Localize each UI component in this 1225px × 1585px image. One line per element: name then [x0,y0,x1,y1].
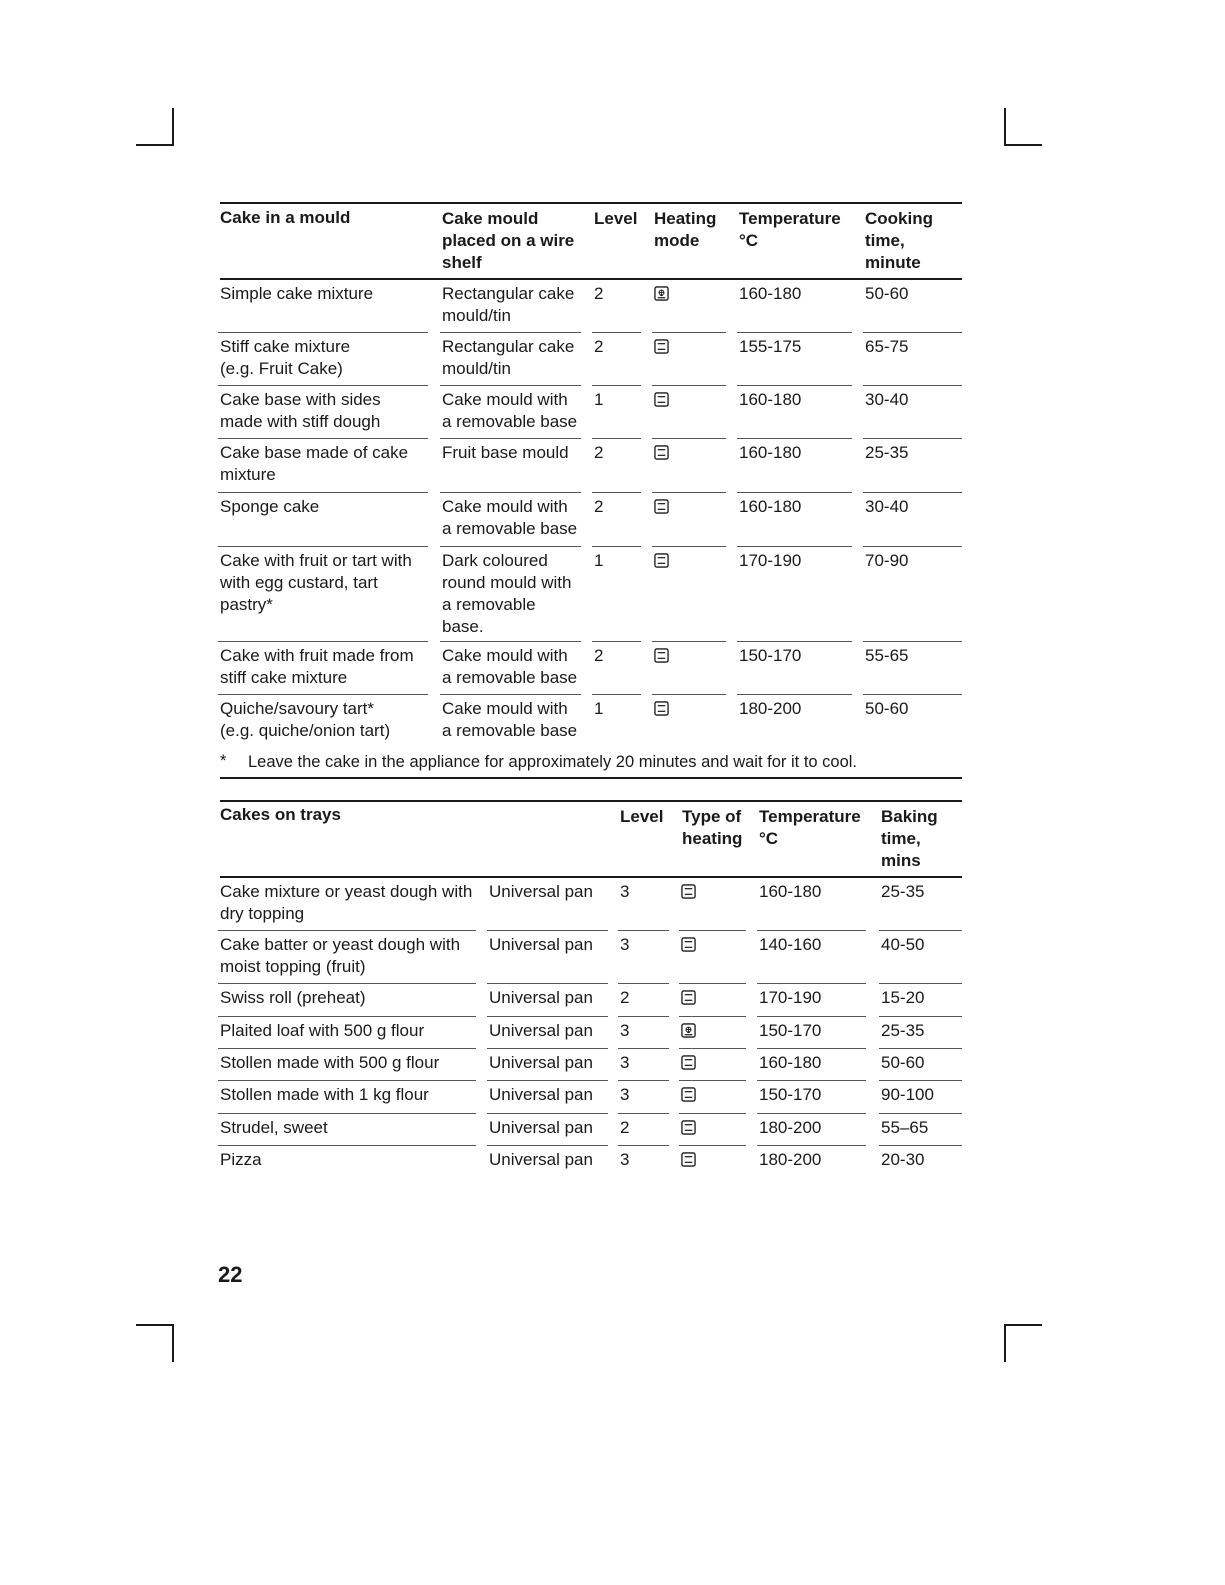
crop-mark-top-left-h [136,144,174,146]
top-bottom-heating-icon [681,1152,696,1167]
column-header: Heating mode [654,209,717,250]
cell-pan: Universal pan [489,882,593,901]
cell-item: Cake with fruit or tart with with egg custard, tart pastry* [220,551,412,614]
table-bottom-rule [220,777,962,779]
cell-pan: Universal pan [489,988,593,1007]
cell-temp: 150-170 [759,1085,822,1104]
cell-temp: 150-170 [739,646,802,665]
cell-item: Plaited loaf with 500 g flour [220,1021,425,1040]
cell-item: Stollen made with 1 kg flour [220,1085,429,1104]
top-bottom-heating-icon [654,553,669,568]
cell-pan: Universal pan [489,1118,593,1137]
table-row [220,878,962,931]
cell-level: 2 [594,337,604,356]
crop-mark-top-right-v [1004,108,1006,146]
cell-item: Stollen made with 500 g flour [220,1053,440,1072]
cell-level: 1 [594,551,604,570]
page-number: 22 [218,1262,243,1287]
column-header: Cakes on trays [220,805,341,824]
column-header: Temperature °C [739,209,841,250]
cell-mould: Cake mould with a removable base [442,390,578,431]
cell-time: 55–65 [881,1118,929,1137]
cell-pan: Universal pan [489,1021,593,1040]
table-row [220,1049,962,1081]
cell-mould: Cake mould with a removable base [442,646,578,687]
cell-mould: Cake mould with a removable base [442,497,578,538]
cell-level: 3 [620,935,630,954]
table-row [220,439,962,493]
cell-temp: 180-200 [759,1118,822,1137]
cell-temp: 160-180 [759,882,822,901]
table-top-rule [220,202,962,204]
cell-level: 2 [594,646,604,665]
table-row [220,386,962,439]
cell-time: 15-20 [881,988,925,1007]
footnote-text: Leave the cake in the appliance for approximately 20 minutes and wait for it to cool. [248,753,858,771]
cell-level: 3 [620,882,630,901]
table-row [220,1114,962,1146]
table-row [220,642,962,695]
top-bottom-heating-icon [654,339,669,354]
cell-item: Swiss roll (preheat) [220,988,366,1007]
cell-time: 50-60 [865,699,909,718]
cell-level: 2 [594,443,604,462]
top-bottom-heating-icon [681,937,696,952]
cell-time: 40-50 [881,935,925,954]
cell-level: 2 [594,284,604,303]
top-bottom-heating-icon [654,445,669,460]
column-header: Level [620,807,664,826]
cell-level: 2 [594,497,604,516]
cell-temp: 170-190 [759,988,822,1007]
top-bottom-heating-icon [681,1087,696,1102]
cell-temp: 180-200 [759,1150,822,1169]
table-row [220,1017,962,1049]
cell-time: 65-75 [865,337,909,356]
cell-time: 25-35 [865,443,909,462]
cell-temp: 150-170 [759,1021,822,1040]
cell-time: 70-90 [865,551,909,570]
cell-item: Strudel, sweet [220,1118,328,1137]
cell-temp: 155-175 [739,337,802,356]
column-header: Cake mould placed on a wire shelf [442,209,575,272]
table-row [220,1146,962,1179]
cell-time: 30-40 [865,390,909,409]
crop-mark-bottom-left-h [136,1324,174,1326]
cell-temp: 160-180 [739,443,802,462]
table-row [220,547,962,642]
cell-item: Quiche/savoury tart* (e.g. quiche/onion tart) [220,699,391,740]
cell-mould: Rectangular cake mould/tin [442,284,575,325]
table-row [220,695,962,748]
cakes-on-trays-table [220,800,962,1180]
crop-mark-bottom-right-h [1004,1324,1042,1326]
cell-item: Simple cake mixture [220,284,374,303]
top-bottom-heating-icon [681,1055,696,1070]
table-row [220,493,962,547]
cell-level: 3 [620,1085,630,1104]
cell-pan: Universal pan [489,1053,593,1072]
top-bottom-heating-icon [681,884,696,899]
cell-level: 3 [620,1150,630,1169]
cell-mould: Cake mould with a removable base [442,699,578,740]
cell-item: Sponge cake [220,497,320,516]
top-bottom-heating-icon [681,1120,696,1135]
cell-temp: 160-180 [739,497,802,516]
cell-item: Stiff cake mixture (e.g. Fruit Cake) [220,337,351,378]
column-header: Cooking time, minute [865,209,933,272]
cell-item: Cake mixture or yeast dough with dry topping [220,882,473,923]
cell-temp: 140-160 [759,935,822,954]
cell-item: Cake with fruit made from stiff cake mixture [220,646,414,687]
fan-heating-icon [654,286,669,301]
cell-level: 2 [620,988,630,1007]
cell-time: 50-60 [881,1053,925,1072]
cell-time: 50-60 [865,284,909,303]
cell-level: 3 [620,1053,630,1072]
cell-time: 30-40 [865,497,909,516]
table-top-rule [220,800,962,802]
cake-in-mould-table [220,202,962,782]
cell-item: Pizza [220,1150,262,1169]
cell-pan: Universal pan [489,935,593,954]
cell-temp: 160-180 [739,390,802,409]
cell-level: 1 [594,699,604,718]
cell-time: 55-65 [865,646,909,665]
cell-mould: Fruit base mould [442,443,569,462]
table-row [220,1081,962,1114]
cell-level: 3 [620,1021,630,1040]
table-row [220,333,962,386]
column-header: Level [594,209,638,228]
crop-mark-top-left-v [172,108,174,146]
top-bottom-heating-icon [654,499,669,514]
cell-mould: Dark coloured round mould with a removable base. [442,551,572,636]
crop-mark-bottom-right-v [1004,1324,1006,1362]
cell-level: 1 [594,390,604,409]
footnote-mark: * [220,752,227,770]
column-header: Baking time, mins [881,807,938,870]
top-bottom-heating-icon [654,701,669,716]
cell-temp: 160-180 [759,1053,822,1072]
crop-mark-top-right-h [1004,144,1042,146]
top-bottom-heating-icon [681,990,696,1005]
cell-time: 25-35 [881,882,925,901]
cell-time: 20-30 [881,1150,925,1169]
cell-pan: Universal pan [489,1150,593,1169]
cell-temp: 170-190 [739,551,802,570]
top-bottom-heating-icon [654,392,669,407]
cell-item: Cake base with sides made with stiff dough [220,390,381,431]
cell-level: 2 [620,1118,630,1137]
cell-temp: 180-200 [739,699,802,718]
cell-pan: Universal pan [489,1085,593,1104]
cell-item: Cake base made of cake mixture [220,443,409,484]
crop-mark-bottom-left-v [172,1324,174,1362]
cell-time: 25-35 [881,1021,925,1040]
table-row [220,931,962,984]
top-bottom-heating-icon [654,648,669,663]
column-header: Cake in a mould [220,208,351,227]
cell-mould: Rectangular cake mould/tin [442,337,575,378]
column-header: Type of heating [682,807,743,848]
table-row [220,984,962,1017]
cell-item: Cake batter or yeast dough with moist topping (fruit) [220,935,461,976]
fan-heating-icon [681,1023,696,1038]
cell-temp: 160-180 [739,284,802,303]
column-header: Temperature °C [759,807,861,848]
cell-time: 90-100 [881,1085,934,1104]
table-row [220,280,962,333]
